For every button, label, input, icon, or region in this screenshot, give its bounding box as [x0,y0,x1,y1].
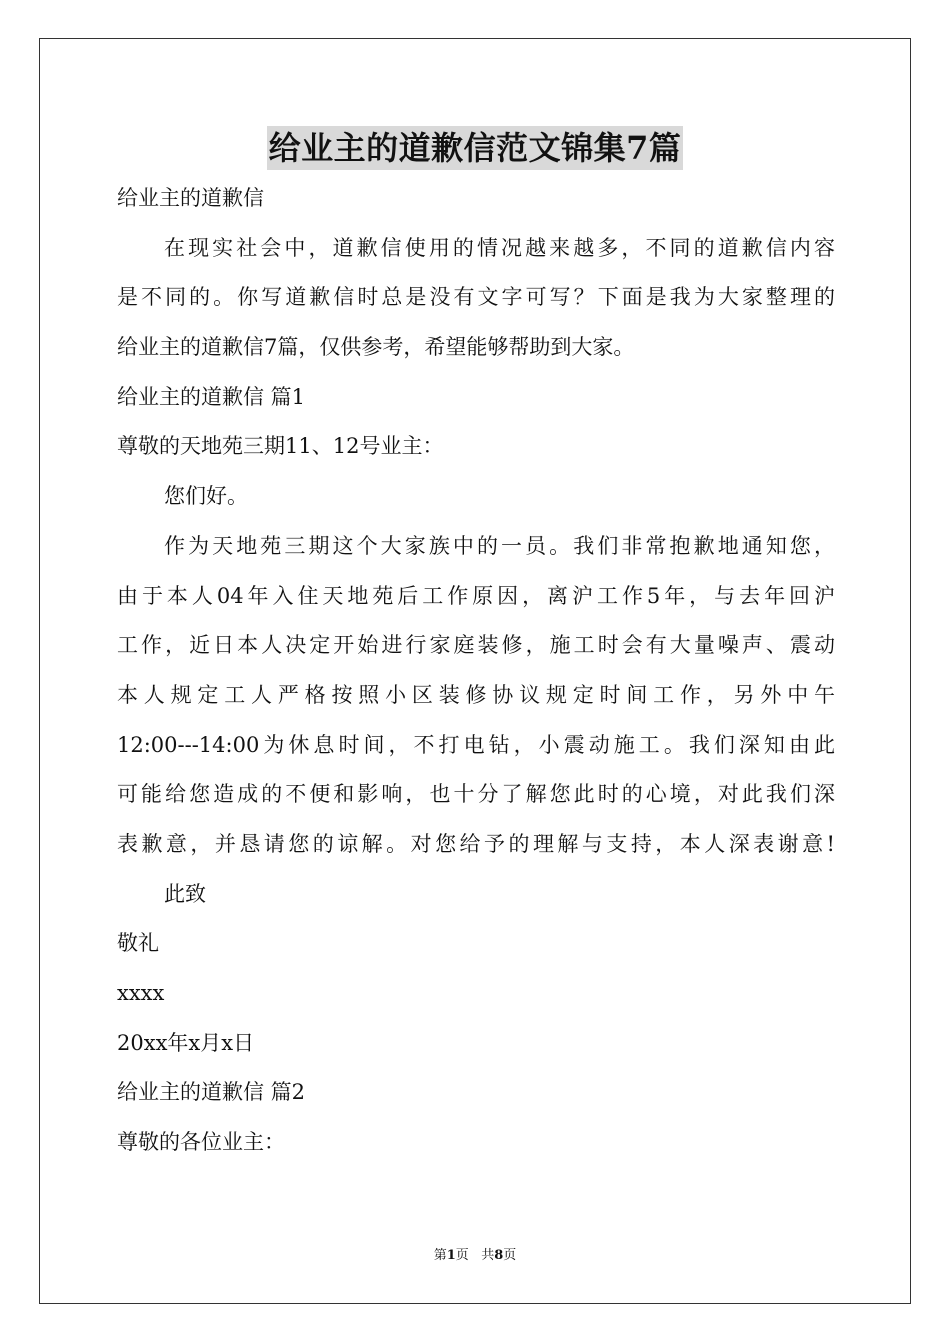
text-line: 本人规定工人严格按照小区装修协议规定时间工作，另外中午 [117,682,835,707]
total-prefix: 共 [481,1248,495,1263]
page-number: 1 [446,1248,456,1263]
text-line: 尊敬的各位业主： [117,1130,285,1155]
text-line: 由于本人04年入住天地苑后工作原因，离沪工作5年，与去年回沪 [117,583,835,608]
text-line: 可能给您造成的不便和影响，也十分了解您此时的心境，对此我们深 [117,782,835,807]
text-line: 表歉意，并恳请您的谅解。对您给予的理解与支持，本人深表谢意! [117,831,835,856]
text-line: 12:00---14:00为休息时间，不打电钻，小震动施工。我们深知由此 [117,732,835,757]
page-suffix: 页 [455,1248,469,1263]
text-line: 给业主的道歉信 篇2 [117,1080,306,1105]
text-line: xxxx [117,981,165,1005]
text-line: 此致 [164,881,206,906]
title-container [0,126,950,170]
text-line: 在现实社会中，道歉信使用的情况越来越多，不同的道歉信内容 [164,235,835,260]
document-body [117,174,835,1168]
page-footer [0,1246,950,1266]
text-line: 您们好。 [164,484,248,509]
text-line: 工作，近日本人决定开始进行家庭装修，施工时会有大量噪声、震动 [117,633,835,658]
text-line: 尊敬的天地苑三期11、12号业主： [117,434,444,459]
text-line: 给业主的道歉信 篇1 [117,384,306,409]
text-line: 20xx年x月x日 [117,1030,255,1055]
text-line: 作为天地苑三期这个大家族中的一员。我们非常抱歉地通知您， [164,533,835,558]
page-prefix: 第 [433,1248,447,1263]
total-pages: 8 [494,1248,504,1263]
document-title: 给业主的道歉信范文锦集7篇 [267,126,684,170]
text-line: 敬礼 [117,931,159,956]
text-line: 给业主的道歉信 [117,186,264,210]
text-line: 给业主的道歉信7篇，仅供参考，希望能够帮助到大家。 [117,335,635,360]
text-line: 是不同的。你写道歉信时总是没有文字可写？下面是我为大家整理的 [117,285,835,310]
total-suffix: 页 [503,1248,517,1263]
